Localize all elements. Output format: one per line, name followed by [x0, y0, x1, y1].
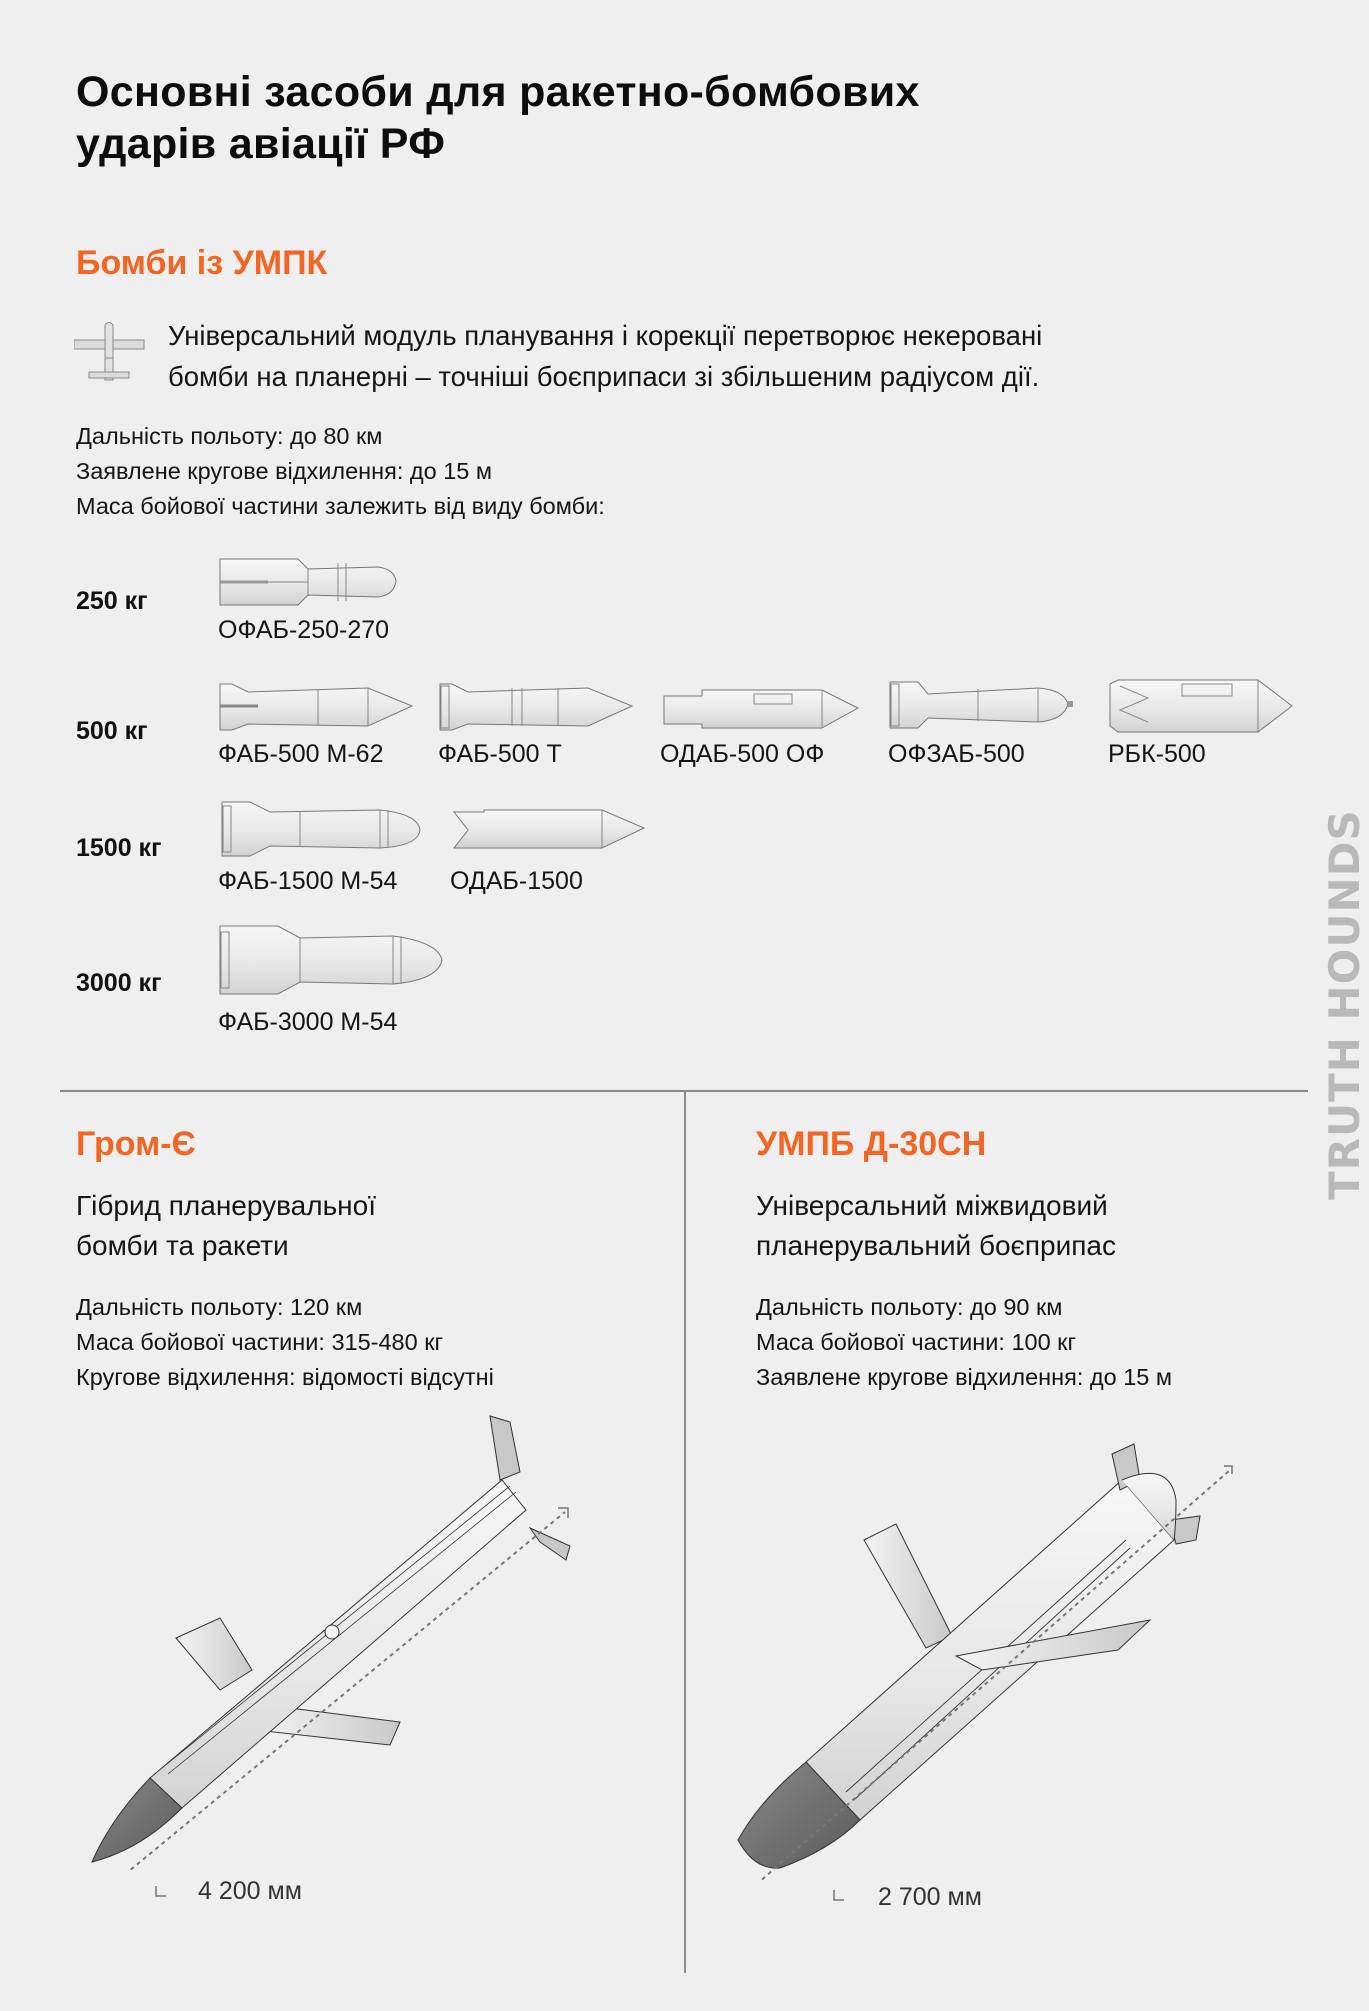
grom-description-line2: бомби та ракети	[76, 1230, 289, 1261]
umpk-description-line2: бомби на планерні – точніші боєприпаси зі збільшеним радіусом дії.	[168, 361, 1040, 392]
bomb-name: ОФАБ-250-270	[218, 616, 390, 644]
grom-description-line1: Гібрид планерувальної	[76, 1190, 376, 1221]
bomb-name: ФАБ-1500 М-54	[218, 867, 398, 895]
page-title-line1: Основні засоби для ракетно-бомбових	[76, 68, 920, 116]
bomb-name: ОДАБ-500 ОФ	[660, 740, 825, 768]
bomb-name: ФАБ-3000 М-54	[218, 1008, 398, 1036]
watermark-truth-hounds: TRUTH HOUNDS	[1320, 809, 1369, 1200]
umpk-description-line1: Універсальний модуль планування і корекції перетворює некеровані	[168, 320, 1043, 351]
umpb-specs	[756, 1290, 1172, 1395]
umpb-description-line2: планерувальний боєприпас	[756, 1230, 1116, 1261]
umpk-spec-cep: Заявлене кругове відхилення: до 15 м	[76, 458, 493, 484]
vertical-divider	[684, 1091, 686, 1973]
glider-plane-icon	[74, 322, 146, 384]
bomb-name: ФАБ-500 М-62	[218, 740, 384, 768]
umpb-spec-cep: Заявлене кругове відхилення: до 15 м	[756, 1364, 1173, 1390]
page-title-line2: ударів авіації РФ	[76, 120, 446, 168]
umpb-spec-warhead: Маса бойової частини: 100 кг	[756, 1329, 1077, 1355]
bomb-name: ФАБ-500 Т	[438, 740, 562, 768]
bomb-fab-1500-m54-drawing	[220, 800, 424, 858]
weight-class-3000: 3000 кг	[76, 969, 162, 997]
bomb-name: РБК-500	[1108, 740, 1206, 768]
section-heading-grom: Гром-Є	[76, 1125, 196, 1163]
umpb-spec-range: Дальність польоту: до 90 км	[756, 1294, 1063, 1320]
bomb-fab-500-t-drawing	[438, 682, 634, 732]
bomb-odab-500-of-drawing	[662, 688, 860, 734]
bomb-fab-500-m62-drawing	[218, 682, 414, 732]
bomb-rbk-500-drawing	[1108, 678, 1294, 734]
grom-spec-range: Дальність польоту: 120 км	[76, 1294, 363, 1320]
weight-class-250: 250 кг	[76, 587, 148, 615]
bomb-ofzab-500-drawing	[888, 678, 1076, 730]
dimension-arrow-icon	[152, 1882, 172, 1902]
bomb-odab-1500-drawing	[452, 808, 646, 852]
umpb-description-line1: Універсальний міжвидовий	[756, 1190, 1108, 1221]
umpb-description	[756, 1186, 1116, 1266]
section-heading-umpb: УМПБ Д-30СН	[756, 1125, 987, 1163]
section-heading-umpk: Бомби із УМПК	[76, 244, 328, 282]
grom-description	[76, 1186, 376, 1266]
umpb-d30sn-missile-drawing	[730, 1420, 1310, 1880]
umpb-length-label: 2 700 мм	[878, 1883, 982, 1911]
grom-e-missile-drawing	[70, 1400, 650, 1870]
grom-spec-cep: Кругове відхилення: відомості відсутні	[76, 1364, 494, 1390]
umpk-description	[168, 315, 1042, 397]
dimension-arrow-icon	[830, 1886, 850, 1906]
weight-class-1500: 1500 кг	[76, 834, 162, 862]
umpk-spec-warhead: Маса бойової частини залежить від виду бомби:	[76, 493, 605, 519]
grom-length-label: 4 200 мм	[198, 1877, 302, 1905]
grom-specs	[76, 1290, 494, 1395]
umpk-specs	[76, 419, 605, 524]
bomb-fab-3000-m54-drawing	[218, 924, 446, 996]
bomb-name: ОДАБ-1500	[450, 867, 583, 895]
umpk-spec-range: Дальність польоту: до 80 км	[76, 423, 383, 449]
grom-spec-warhead: Маса бойової частини: 315-480 кг	[76, 1329, 444, 1355]
bomb-ofab-250-270-drawing	[218, 555, 398, 607]
weight-class-500: 500 кг	[76, 717, 148, 745]
bomb-name: ОФЗАБ-500	[888, 740, 1025, 768]
page-title	[76, 66, 920, 170]
